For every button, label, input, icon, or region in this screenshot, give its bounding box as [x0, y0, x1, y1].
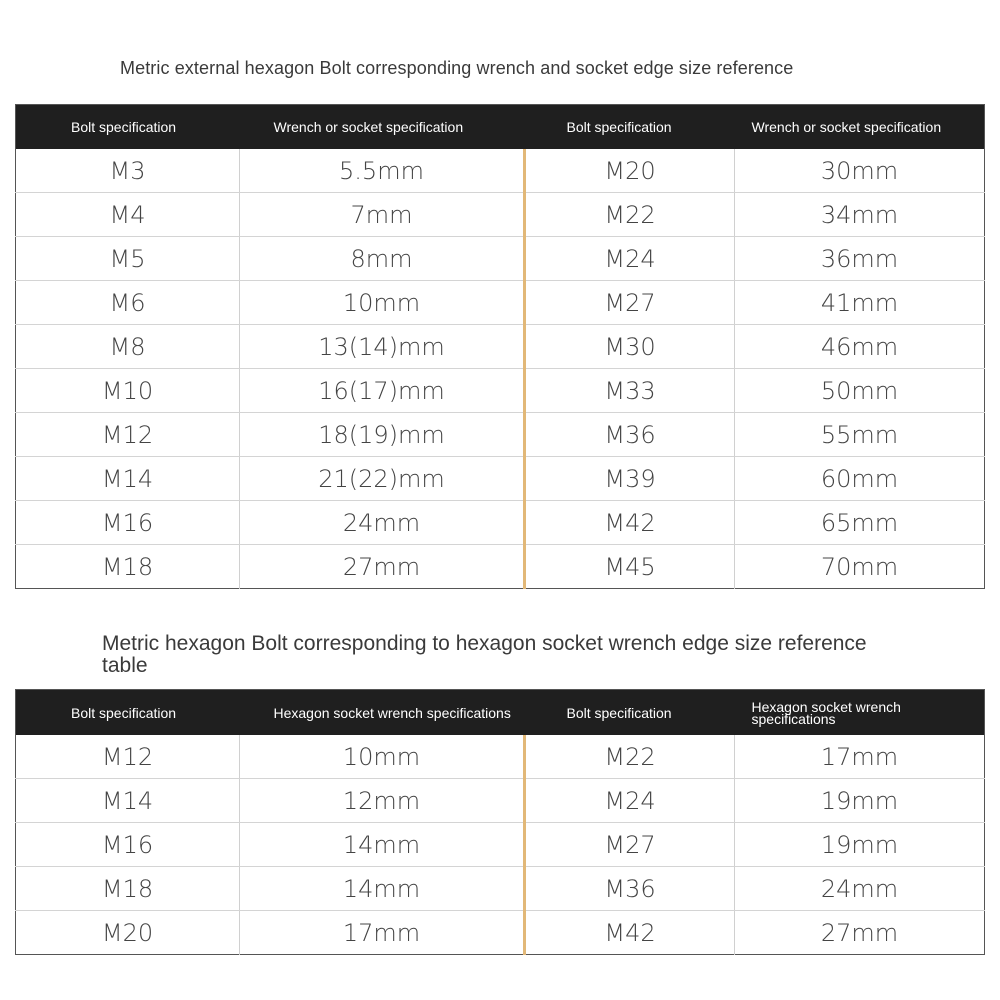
table-row [16, 735, 985, 779]
table-cell: M18 [16, 545, 240, 589]
table-cell: M18 [16, 867, 240, 911]
table-cell: M10 [16, 369, 240, 413]
table-cell: 27mm [240, 545, 525, 589]
table1-title: Metric external hexagon Bolt corresponding wrench and socket edge size reference [120, 58, 794, 78]
table-row [16, 501, 985, 545]
table-cell: M14 [16, 779, 240, 823]
table-cell: 30mm [735, 149, 985, 193]
table-cell: M42 [525, 501, 735, 545]
table1-header-bolt-spec: Bolt specification [16, 105, 240, 150]
table-cell: 70mm [820, 552, 899, 581]
table-cell: M16 [16, 823, 240, 867]
table-cell: M24 [525, 779, 735, 823]
table-cell: 10mm [240, 735, 525, 779]
table2-header-bolt-spec: Bolt specification [16, 690, 240, 736]
table-cell: 7mm [240, 193, 525, 237]
table-cell: 50mm [735, 369, 985, 413]
table1-header-wrench-spec: Wrench or socket specification [240, 105, 525, 150]
table-cell: M4 [16, 193, 240, 237]
table2-header-row [16, 690, 985, 736]
table1-header-wrench-spec-2: Wrench or socket specification [735, 105, 985, 150]
table-cell: 34mm [735, 193, 985, 237]
table-cell: 24mm [735, 867, 985, 911]
table-row [16, 325, 985, 369]
table-cell: 55mm [735, 413, 985, 457]
table-cell: 8mm [240, 237, 525, 281]
table-cell: M14 [16, 457, 240, 501]
table-row [16, 779, 985, 823]
table-cell: M42 [525, 911, 735, 955]
table-cell: M45 [525, 545, 735, 589]
table-row [16, 545, 985, 589]
table-cell: 17mm [240, 911, 525, 955]
table-cell: 10mm [240, 281, 525, 325]
table-row [16, 149, 985, 193]
table-row [16, 867, 985, 911]
table-cell: M3 [16, 149, 240, 193]
table-cell: M8 [16, 325, 240, 369]
table-row [16, 911, 985, 955]
table-cell: M39 [525, 457, 735, 501]
table-row [16, 457, 985, 501]
table-row [16, 413, 985, 457]
table-cell: 27mm [820, 918, 899, 947]
table-cell: 41mm [735, 281, 985, 325]
table-cell: 16(17)mm [240, 369, 525, 413]
table-cell: M24 [525, 237, 735, 281]
table-cell: 19mm [735, 779, 985, 823]
table-cell: 24mm [240, 501, 525, 545]
table-cell: 13(14)mm [240, 325, 525, 369]
table1 [15, 104, 985, 589]
table-cell: M22 [525, 735, 735, 779]
table-cell: 5.5mm [240, 149, 525, 193]
table-cell: M33 [525, 369, 735, 413]
table2-header-bolt-spec-2: Bolt specification [525, 690, 735, 736]
table-row [16, 281, 985, 325]
table2-header-socket-spec-2: Hexagon socket wrench specifications [735, 690, 985, 736]
table1-header-bolt-spec-2: Bolt specification [525, 105, 735, 150]
table-cell: M12 [16, 413, 240, 457]
table-cell: 36mm [735, 237, 985, 281]
table-cell: M20 [525, 149, 735, 193]
table-row [16, 369, 985, 413]
table-cell: M30 [525, 325, 735, 369]
table-cell: M27 [525, 823, 735, 867]
table-cell: 14mm [240, 823, 525, 867]
table-cell: 19mm [735, 823, 985, 867]
table-cell: M27 [525, 281, 735, 325]
table2 [15, 689, 985, 955]
table-row [16, 193, 985, 237]
table-cell: 17mm [735, 735, 985, 779]
table-cell: 14mm [240, 867, 525, 911]
table-row [16, 237, 985, 281]
table2-title: Metric hexagon Bolt corresponding to hexagon socket wrench edge size reference table [102, 632, 867, 677]
table-cell: 12mm [240, 779, 525, 823]
table-cell: 65mm [735, 501, 985, 545]
table-cell: M16 [16, 501, 240, 545]
table2-header-socket-spec: Hexagon socket wrench specifications [240, 690, 525, 736]
table-cell: M22 [525, 193, 735, 237]
table-cell: M5 [16, 237, 240, 281]
table-cell: 21(22)mm [240, 457, 525, 501]
table-cell: M12 [16, 735, 240, 779]
table1-header-row [16, 105, 985, 150]
table-cell: M36 [525, 867, 735, 911]
table-row [16, 823, 985, 867]
table-cell: 46mm [735, 325, 985, 369]
table-cell: M20 [16, 911, 240, 955]
table-cell: 18(19)mm [240, 413, 525, 457]
table-cell: 60mm [735, 457, 985, 501]
table-cell: M6 [16, 281, 240, 325]
table-cell: M36 [525, 413, 735, 457]
